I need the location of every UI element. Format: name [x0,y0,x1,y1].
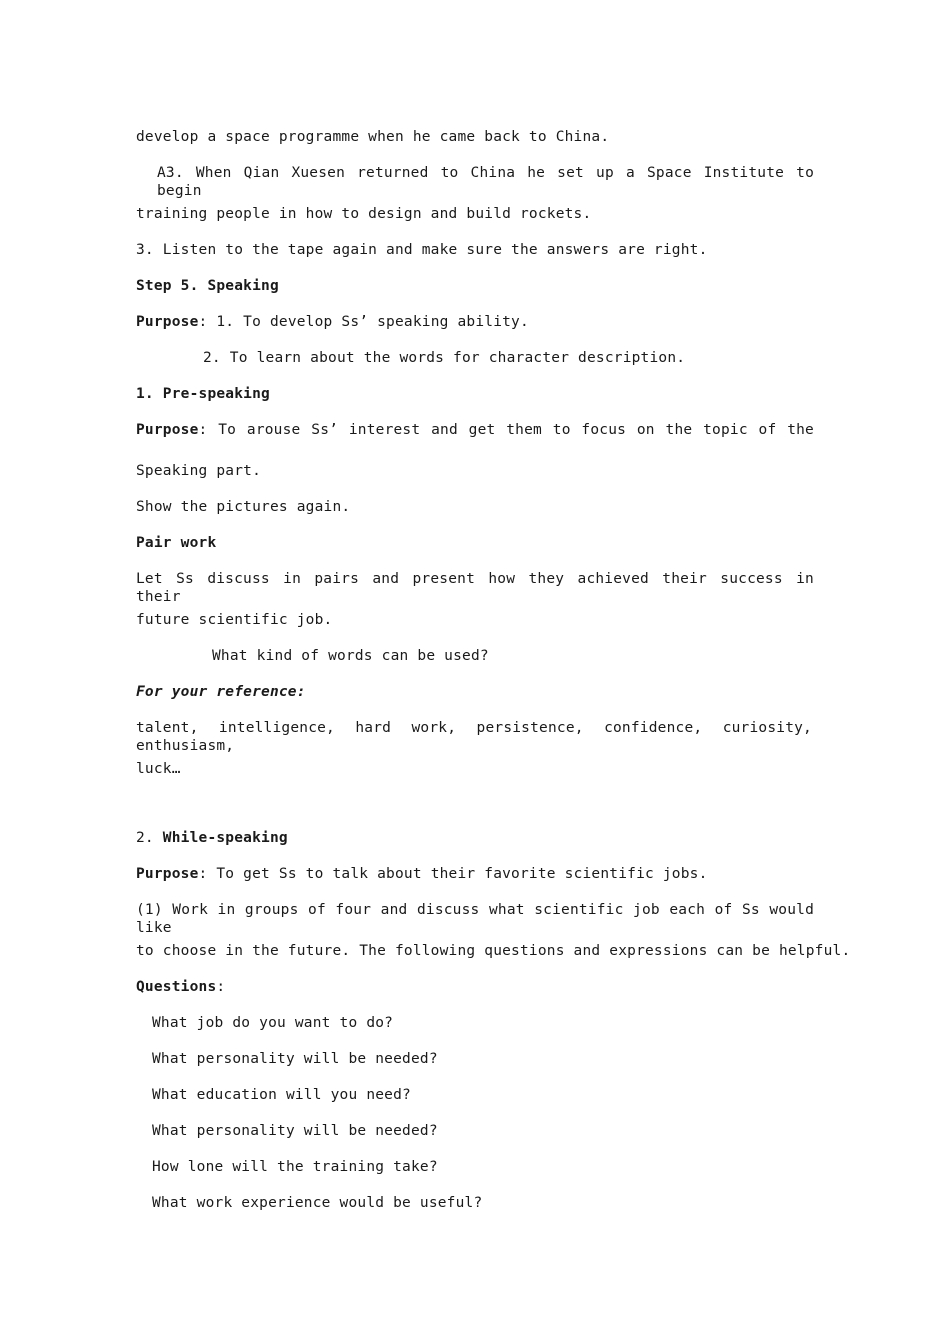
question-item: What personality will be needed? [152,1123,438,1139]
text-line: (1) Work in groups of four and discuss what scientific job each of Ss would like [136,902,814,936]
text-line: luck… [136,761,181,777]
text-line: Show the pictures again. [136,499,351,515]
questions-heading [136,978,816,996]
while-speaking-heading [136,829,816,847]
reference-heading: For your reference: [136,684,306,700]
question-item: What personality will be needed? [152,1051,438,1067]
text-line: develop a space programme when he came back to China. [136,129,610,145]
questions-label: Questions [136,979,217,995]
pair-work-heading: Pair work [136,535,217,551]
questions-colon: : [216,979,226,995]
purpose-text: : To arouse Ss’ interest and get them to focus on the topic of the [198,422,814,438]
purpose-label: Purpose [136,866,199,882]
pre-speaking-heading: 1. Pre-speaking [136,386,270,402]
question-item: What job do you want to do? [152,1015,394,1031]
question-item: What work experience would be useful? [152,1195,483,1211]
text-line: future scientific job. [136,612,333,628]
text-line: 3. Listen to the tape again and make sure the answers are right. [136,242,708,258]
purpose-line [136,865,816,883]
purpose-label: Purpose [136,422,199,438]
question-item: What education will you need? [152,1087,411,1103]
answer-a3-line: A3. When Qian Xuesen returned to China he set up a Space Institute to begin [157,165,814,199]
purpose-text: : 1. To develop Ss’ speaking ability. [198,314,529,330]
text-line: Let Ss discuss in pairs and present how they achieved their success in their [136,571,814,605]
while-speaking-label: While-speaking [162,830,288,846]
text-line: What kind of words can be used? [212,648,489,664]
text-line: talent, intelligence, hard work, persistence, confidence, curiosity, enthusiasm, [136,720,812,754]
purpose-line-2: 2. To learn about the words for character description. [203,350,686,366]
text-line: Speaking part. [136,463,262,479]
purpose-line [136,421,814,439]
text-line: training people in how to design and build rockets. [136,206,592,222]
text-line: to choose in the future. The following questions and expressions can be helpful. [136,943,851,959]
purpose-line [136,313,816,331]
question-item: How lone will the training take? [152,1159,438,1175]
purpose-text: : To get Ss to talk about their favorite scientific jobs. [198,866,708,882]
while-speaking-number: 2. [136,830,163,846]
purpose-label: Purpose [136,314,199,330]
step-5-heading: Step 5. Speaking [136,278,279,294]
